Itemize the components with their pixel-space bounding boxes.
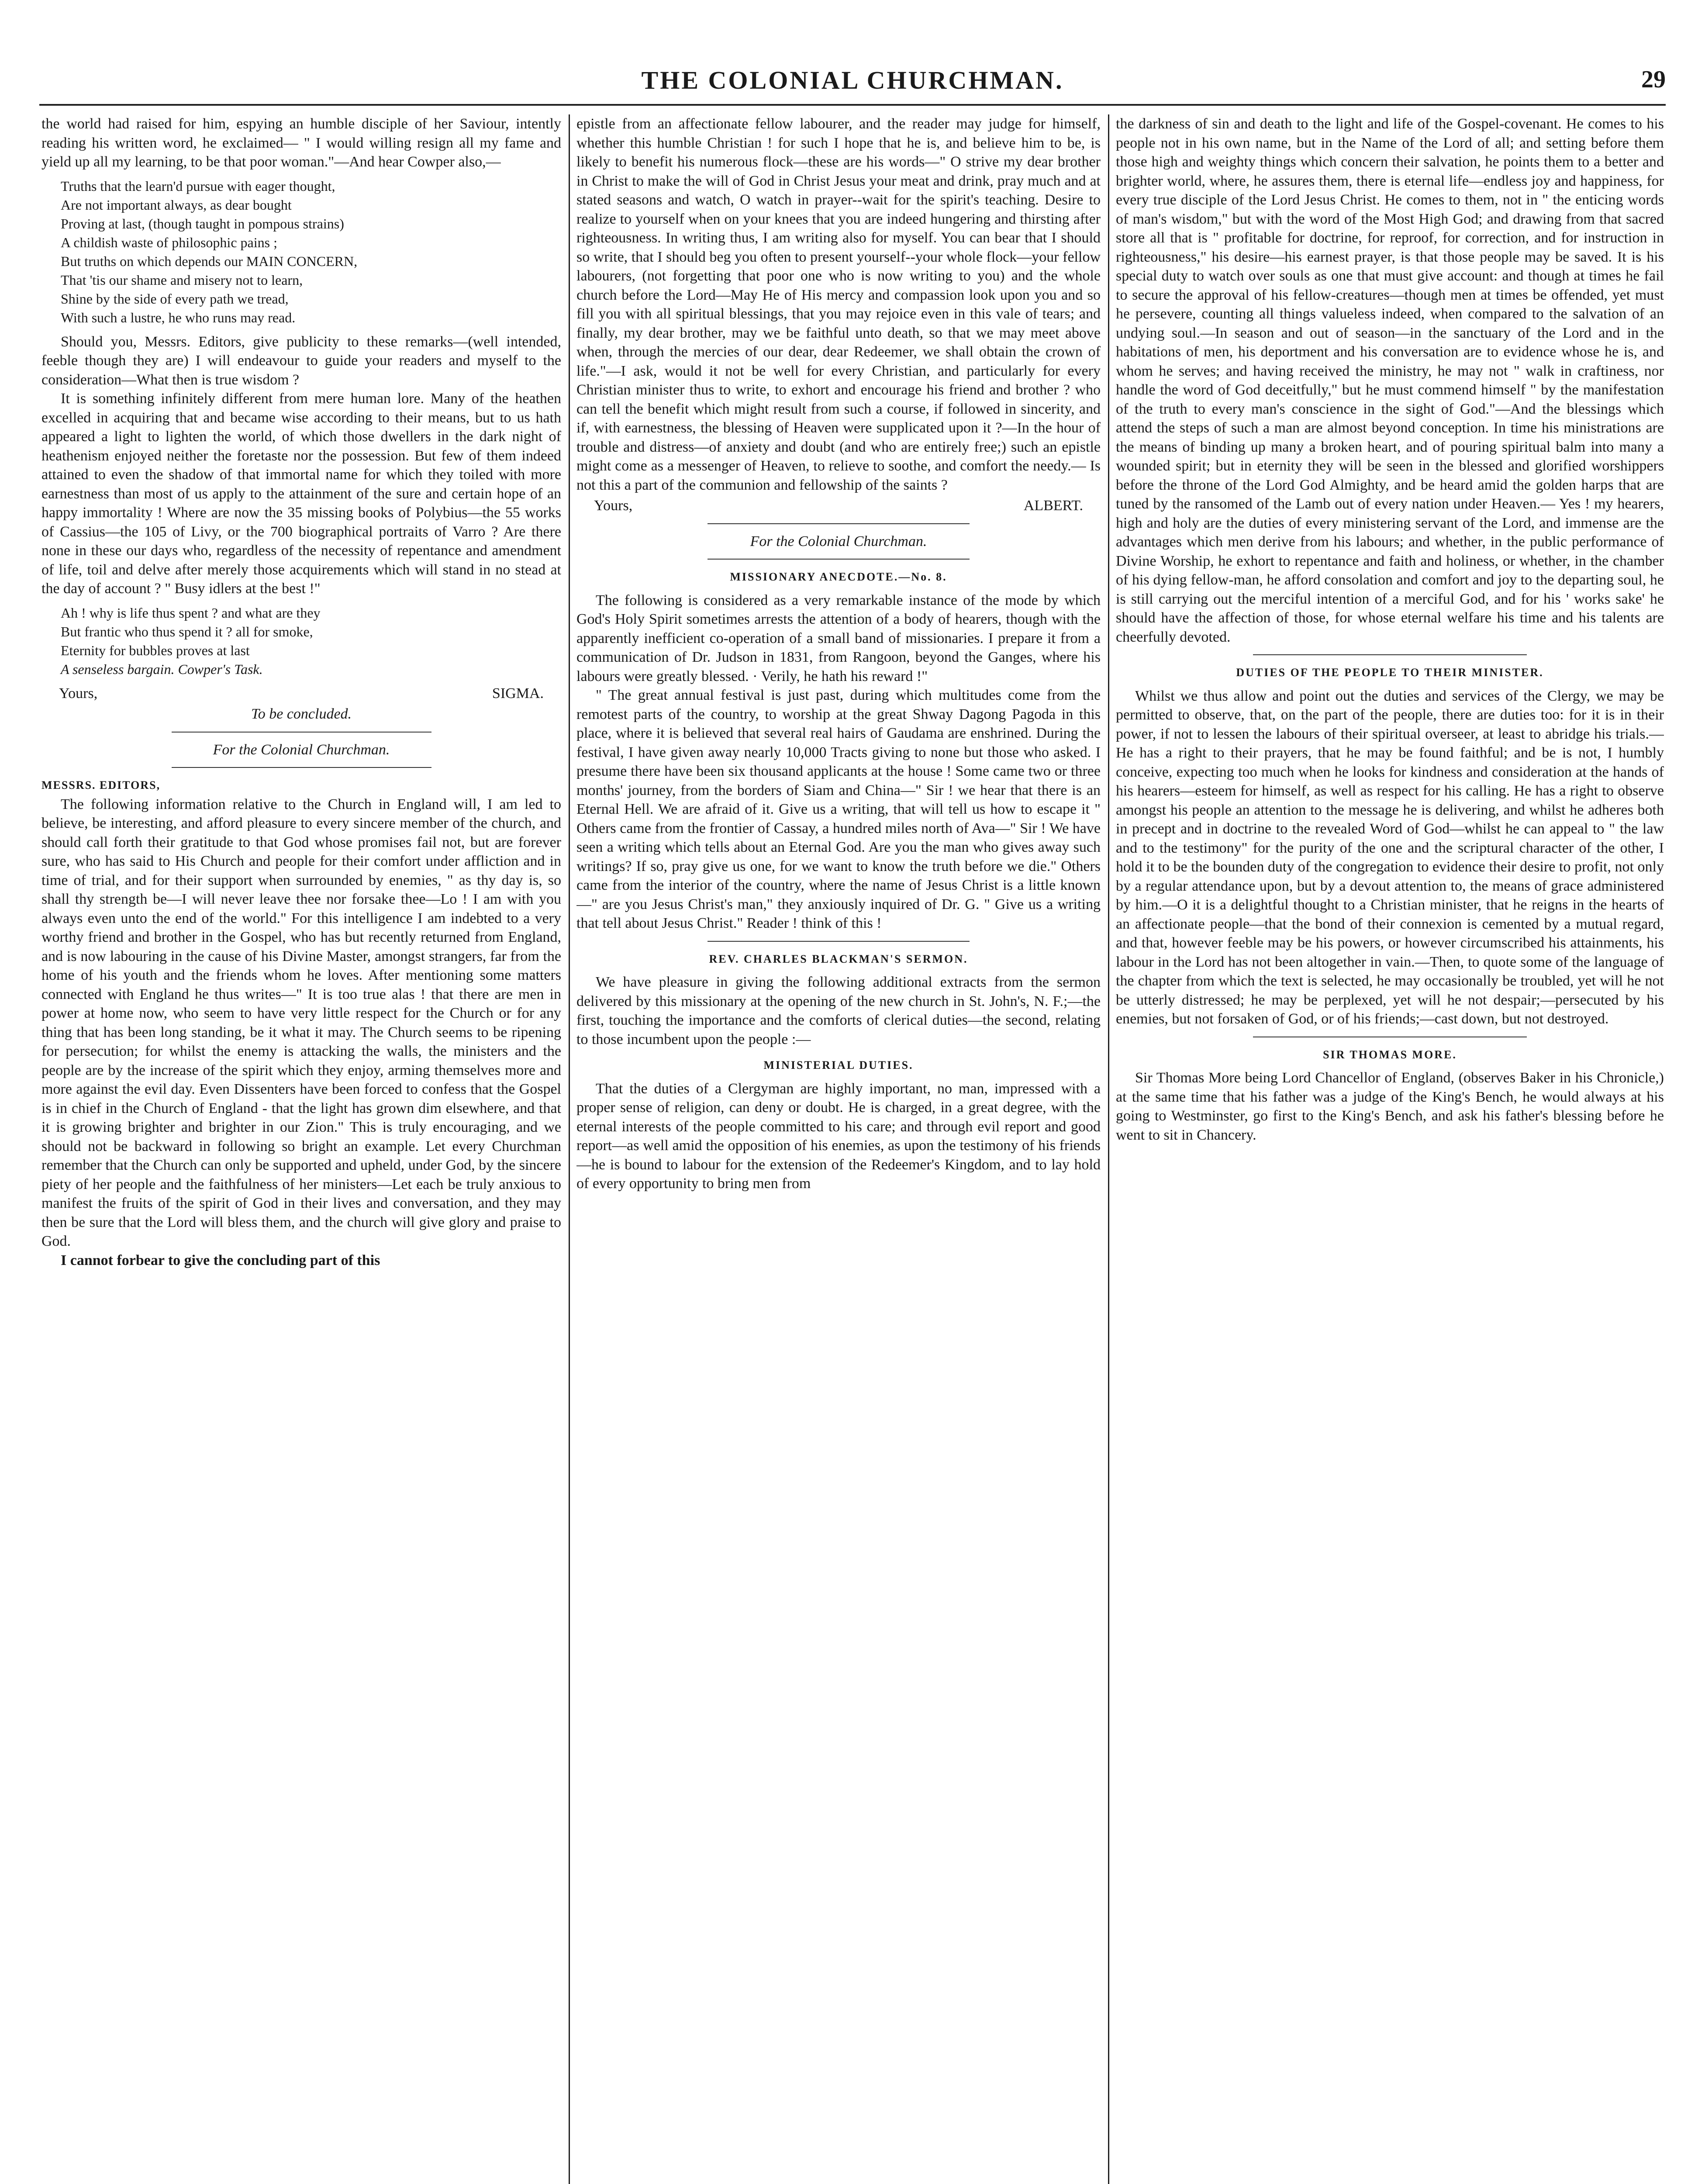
poem-line: Truths that the learn'd pursue with eager thought, <box>61 178 335 194</box>
poem-line: That 'tis our shame and misery not to learn, <box>61 272 303 288</box>
yours-label: Yours, <box>594 498 633 514</box>
col1-paragraph-3: It is something infinitely different from mere human lore. Many of the heathen excelled in acquiring that and became wise according to their means, but to us hath appeared a light to lighten the world, of which those dwellers in the dark night of heathenism enjoyed neither the foretaste nor the possession. But few of them indeed attained to even the shadow of that immortal name for which they toiled with more earnestness than most of us apply to the attainment of the sure and certain hope of an happy immortality ! Where are now the 35 missing books of Polybius—the 55 works of Cassius—the 105 of Livy, or the 700 biographical portraits of Varro ? Are there none in these our days who, regardless of the necessity of repentance and amendment of life, toil and delve after merely those acquirements which will stand in no stead at the day of account ? " Busy idlers at the best !" <box>41 390 561 597</box>
divider <box>708 523 970 524</box>
column-divider-1 <box>569 114 570 2184</box>
divider <box>708 941 970 942</box>
section-credit: For the Colonial Churchman. <box>213 741 390 758</box>
col2-paragraph-3: " The great annual festival is just past, during which multitudes come from the remotest parts of the country, to worship at the great Shway Dagong Pagoda in this place, where it is believed that several real hairs of Gaudama are enshrined. During the festival, I have given away nearly 10,000 Tracts giving to none but those who asked. I presume there have been six thousand applicants at the house ! Some came two or three months' journey, from the borders of Siam and China—" Sir ! we hear that there is an Eternal Hell. We are afraid of it. Give us a writing, that will tell us how to escape it " Others came from the frontier of Cassay, a hundred miles north of Ava—" Sir ! We have seen a writing which tells about an Eternal God. Are you the man who gives away such writings? If so, pray give us one, for we want to know the truth before we die." Others came from the interior of the country, where the name of Jesus Christ is a little known—" are you Jesus Christ's man," they anxiously inquired of Dr. G. " Give us a writing that tell about Jesus Christ." Reader ! think of this ! <box>576 687 1101 931</box>
signature-block <box>594 496 1083 515</box>
header-rule <box>39 104 1666 106</box>
cowper-poem <box>61 177 561 327</box>
col3-paragraph-3: Sir Thomas More being Lord Chancellor of England, (observes Baker in his Chronicle,) at the same time that his father was a judge of the King's Bench, he would always at his going to Westminster, go first to the King's Bench, and ask his father's blessing before he went to sit in Chancery. <box>1116 1070 1664 1143</box>
thomas-more-heading: SIR THOMAS MORE. <box>1323 1048 1457 1061</box>
col1-paragraph-4: The following information relative to the Church in England will, I am led to believe, be interesting, and afford pleasure to every sincere member of the church, and should call forth their gratitude to that God whose promises fail not, but are forever sure, who has said to His Church and people for their comfort under affliction and in time of trial, and for their support when surrounded by enemies, " as thy day is, so shall thy strength be—I will never leave thee nor forsake thee—Lo ! I am with you always even unto the end of the world." For this intelligence I am indebted to a very worthy friend and brother in the Gospel, who has but recently returned from England, and is now labouring in the cause of his Divine Master, amongst strangers, far from the home of his youth and the friends whom he loves. After mentioning some matters connected with England he thus writes—" It is too true alas ! that there are men in power at home now, who seem to have very little respect for the Church or for any thing that has been long standing, be it what it may. The Church seems to be ripening for persecution; for whilst the enemy is attacking the walls, the ministers and the people are by the increase of the spirit which they enjoy, arming themselves more and more against the evil day. Even Dissenters have been forced to confess that the Gospel is in chief in the Church of England - that the light has grown dim elsewhere, and that it is growing brighter and brighter in our Zion." This is truly encouraging, and we should not be backward in following so bright an example. Let every Churchman remember that the Church can only be supported and upheld, under God, by the sincere piety of her people and the faithfulness of her ministers—Let each be truly anxious to manifest the fruits of the spirit of God in their lives and conversation, and they may then be sure that the Lord will bless them, and the church will give glory and praise to God. <box>41 796 561 1249</box>
section-credit: For the Colonial Churchman. <box>750 533 927 549</box>
column-1 <box>41 114 561 2184</box>
poem-line: A childish waste of philosophic pains ; <box>61 234 277 250</box>
poem-line: Are not important always, as dear bought <box>61 197 292 213</box>
masthead-title: THE COLONIAL CHURCHMAN. <box>641 66 1064 94</box>
col3-paragraph-1: the darkness of sin and death to the light and life of the Gospel-covenant. He comes to his people not in his own name, but in the Name of the Lord of all; and setting before them those high and weighty things which concern their salvation, he points them to a better and brighter world, where, he assures them, there is eternal life—endless joy and happiness, for every true disciple of the Lord Jesus Christ. He comes to them, not in " the enticing words of man's wisdom," but with the word of the Most High God; and drawing from that sacred store all that is " profitable for doctrine, for reproof, for correction, and for instruction in righteousness," his desire—his earnest prayer, is that those people may be saved. It is his special duty to watch over souls as one that must give account: and though at times he fail to secure the approval of his fellow-creatures—though men at times be offended, yet must he persevere, counting all things valueless indeed, when compared to the salvation of an undying soul.—In season and out of season—in the sanctuary of the Lord and in the habitations of men, his deportment and his conversation are to evidence whose he is, and whom he serves; and having received the ministry, he may not " walk in craftiness, nor handle the word of God deceitfully," but he must commend himself " by the manifestation of the truth to every man's conscience in the sight of God."—And the blessings which attend the steps of such a man are almost beyond conception. In time his ministrations are the means of binding up many a broken heart, and of pouring spiritual balm into many a wounded spirit; but in eternity they will be seen in the blessed and glorified worshippers before the throne of the Lord God Almighty, and be heard amid the golden harps that are tuned by the ransomed of the Lamb out of every nation under Heaven.— Yes ! my hearers, high and holy are the duties of every ministering servant of the Lord, and immense are the advantages which men derive from his labours; and whether, in the public performance of Divine Worship, he exhort to repentance and faith and holiness, or whether, in the chamber of his dying fellow-man, he afford consolation and comfort and joy to the departing soul, he is still carrying out the merciful intention of a merciful God, and for his ' works sake' he should have the affection of those, for whose eternal welfare his time and his talents are cheerfully devoted. <box>1116 116 1664 645</box>
col1-paragraph-2: Should you, Messrs. Editors, give publicity to these remarks—(well intended, feeble though they are) I will endeavour to guide your readers and myself to the consideration—What then is true wisdom ? <box>41 333 561 388</box>
poem-line: But truths on which depends our MAIN CONCERN, <box>61 253 358 269</box>
col2-paragraph-1: epistle from an affectionate fellow labourer, and the reader may judge for himself, whether this humble Christian ! for such I hope that he is, and believe him to be, is likely to benefit his numerous flock—these are his words—" O strive my dear brother in Christ to make the will of God in Christ Jesus your meat and drink, pray much and at stated seasons and watch, O watch in prayer--wait for the spirit's teaching. Desire to realize to yourself when on your knees that you are indeed hungering and thirsting after righteousness. In writing thus, I am writing also for myself. You can bear that I should so write, that I should beg you often to present yourself--your whole flock—your fellow labourers, (not forgetting that poor one who is now writing to you) and the whole church before the Lord—May He of His mercy and compassion look upon you and so fill you with all spiritual blessings, that you may rejoice even in this vale of tears; and finally, my dear brother, may we be faithful unto death, so that we may meet above when, through the mercies of our dear, dear Redeemer, we shall obtain the crown of life."—I ask, would it not be well for every Christian, and particularly for every Christian minister thus to write, to exhort and encourage his friend and brother ? who can tell the benefit which might result from such a course, if followed in sincerity, and if, with earnestness, the blessing of Heaven were supplicated upon it ?—In the hour of trouble and distress—of anxiety and doubt (and who are entirely free;) such an epistle might come as a messenger of Heaven, to relieve to soothe, and comfort the needy.— Is not this a part of the communion and fellowship of the saints ? <box>576 116 1101 493</box>
signature-sigma: SIGMA. <box>492 685 544 702</box>
column-2 <box>576 114 1101 2184</box>
col2-paragraph-5: That the duties of a Clergyman are highly important, no man, impressed with a proper sense of religion, can deny or doubt. He is charged, in a great degree, with the eternal interests of the people committed to his care; and through evil report and good report—as well amid the opposition of his enemies, as upon the testimony of his friends—he is bound to labour for the extension of the Redeemer's Kingdom, and to lay hold of every opportunity to bring men from <box>576 1080 1101 1192</box>
poem-line: Eternity for bubbles proves at last <box>61 642 250 658</box>
col2-paragraph-2: The following is considered as a very remarkable instance of the mode by which God's Holy Spirit sometimes arrests the attention of a body of hearers, though with the apparently inefficient co-operation of a small band of missionaries. I prepare it from a communication of Dr. Judson in 1831, from Rangoon, beyond the Ganges, where his labours were greatly blessed. · Verily, he hath his reward !" <box>576 592 1101 684</box>
poem-line: Proving at last, (though taught in pompous strains) <box>61 215 344 232</box>
poem-line: But frantic who thus spend it ? all for smoke, <box>61 623 313 639</box>
page-header <box>39 66 1666 105</box>
column-divider-2 <box>1108 114 1109 2184</box>
col2-paragraph-4: We have pleasure in giving the following additional extracts from the sermon delivered by this missionary at the opening of the new church in St. John's, N. F.;—the first, touching the importance and the comforts of clerical duties—the second, relating to those incumbent upon the people :— <box>576 974 1101 1047</box>
signature-block <box>59 684 544 703</box>
poem-line: A senseless bargain. Cowper's Task. <box>61 661 263 677</box>
page-number: 29 <box>1641 66 1666 93</box>
poem-line: Ah ! why is life thus spent ? and what are they <box>61 605 321 621</box>
col3-paragraph-2: Whilst we thus allow and point out the duties and services of the Clergy, we may be permitted to observe, that, on the part of the people, there are duties too: for it is in their power, if not to lessen the labours of their spiritual overseer, at least to abridge his trials.—He has a right to their prayers, that he may be found faithful; and be is not, I humbly conceive, expecting too much when he looks for kindness and consideration at the hands of his hearers—esteem for himself, as well as respect for his calling. He has a right to observe amongst his people an attention to the message he is delivering, and whilst he adheres both in precept and in doctrine to the revealed Word of God—whilst he can appeal to " the law and to the testimony" for the purity of the one and the scriptural character of the other, I hold it to be the bounden duty of the congregation to evidence their desire to profit, not only by a regular attendance upon, but by a devout attention to, the means of grace administered by him.—O it is a delightful thought to a Christian minister, that he reigns in the hearts of an affectionate people—that the bond of their connexion is cemented by a mutual regard, and that, however feeble may be his powers, or however circumscribed his attainments, his labour in the Lord has not been altogether in vain.—Then, to quote some of the language of the chapter from which the text is selected, he may occasionally be troubled, yet will he not be utterly distressed; he may be perplexed, yet will he not despair;—persecuted by his enemies, but not forsaken of God, or of his friends;—cast down, but not destroyed. <box>1116 688 1664 1027</box>
divider <box>172 732 431 733</box>
signature-albert: ALBERT. <box>1023 498 1083 514</box>
divider <box>1253 654 1527 655</box>
salutation: MESSRS. EDITORS, <box>41 779 161 791</box>
col1-paragraph-5: I cannot forbear to give the concluding part of this <box>61 1252 380 1268</box>
poem-line: With such a lustre, he who runs may read. <box>61 309 296 325</box>
divider <box>172 767 431 768</box>
task-poem <box>61 604 561 679</box>
sermon-heading: REV. CHARLES BLACKMAN'S SERMON. <box>709 952 968 965</box>
column-3 <box>1116 114 1664 2184</box>
to-be-concluded: To be concluded. <box>251 706 352 722</box>
anecdote-heading: MISSIONARY ANECDOTE.—No. 8. <box>730 570 947 583</box>
col1-paragraph-1: the world had raised for him, espying an humble disciple of her Saviour, intently reading his written word, he exclaimed— " I would willing resign all my fame and yield up all my learning, to be that poor woman."—And hear Cowper also,— <box>41 116 561 170</box>
ministerial-duties-heading: MINISTERIAL DUTIES. <box>763 1059 914 1071</box>
yours-label: Yours, <box>59 685 98 702</box>
divider <box>708 559 970 560</box>
people-duties-heading: DUTIES OF THE PEOPLE TO THEIR MINISTER. <box>1236 666 1544 679</box>
poem-line: Shine by the side of every path we tread, <box>61 290 289 307</box>
